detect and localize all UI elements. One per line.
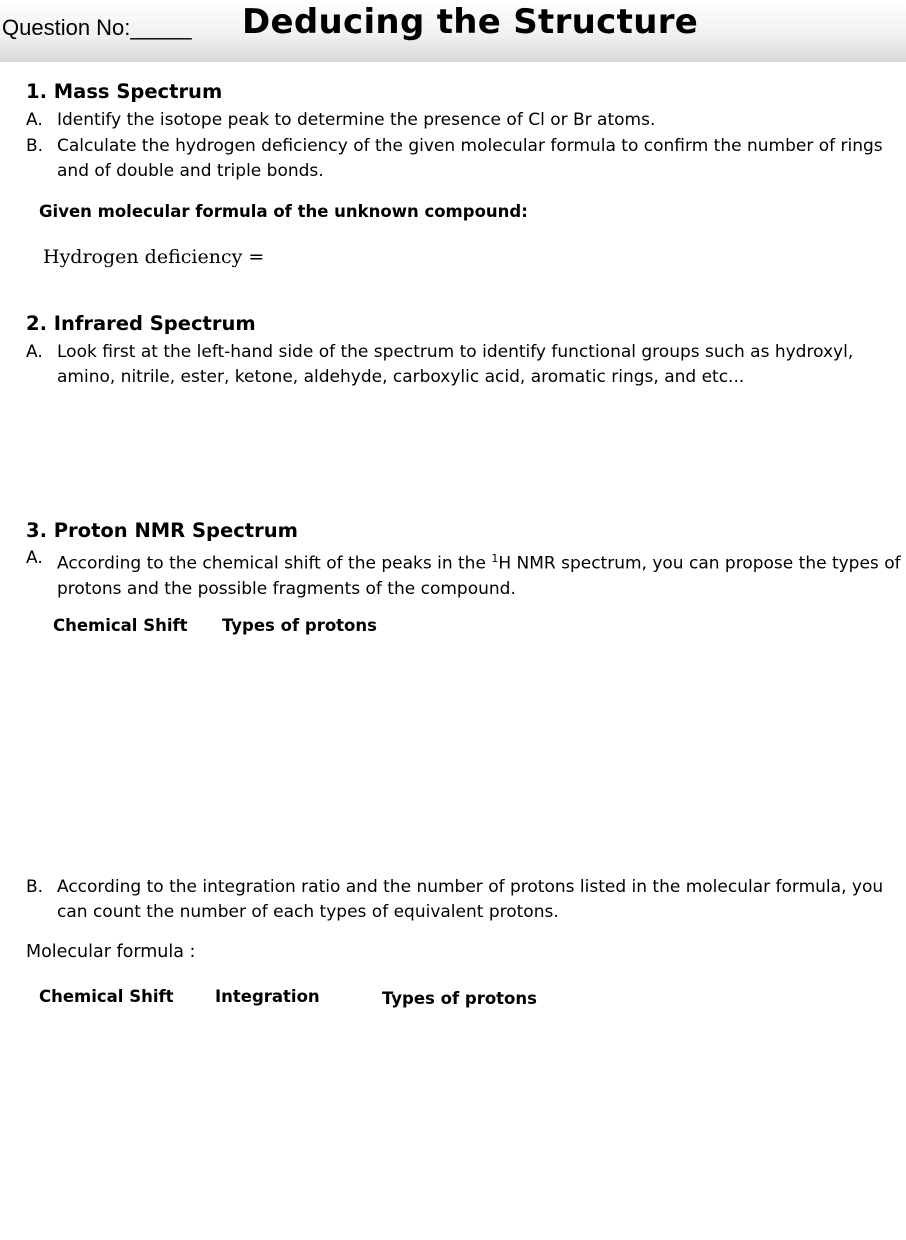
hydrogen-deficiency-label: Hydrogen deficiency =: [43, 246, 265, 268]
section-heading-infrared-spectrum: 2. Infrared Spectrum: [26, 312, 256, 335]
list-marker: A.: [26, 548, 43, 568]
list-marker: A.: [26, 110, 43, 130]
column-header-integration: Integration: [215, 987, 320, 1006]
list-marker: B.: [26, 136, 44, 156]
list-marker: B.: [26, 877, 44, 897]
list-item: [26, 134, 886, 184]
list-item-text: Calculate the hydrogen deficiency of the given molecular formula to confirm the number of rings and of double and triple bonds.: [57, 136, 883, 181]
column-header-chemical-shift: Chemical Shift: [39, 987, 174, 1006]
list-item: [26, 875, 896, 925]
list-item-text: Look first at the left-hand side of the spectrum to identify functional groups such as hydroxyl, amino, nitrile, ester, ketone, aldehyde, carboxylic acid, aromatic rings, and etc...: [57, 342, 854, 387]
question-number-label: Question No:_____: [2, 15, 192, 40]
list-item: [26, 340, 866, 390]
molecular-formula-prompt: Given molecular formula of the unknown compound:: [39, 202, 528, 221]
page-title: Deducing the Structure: [242, 2, 699, 42]
list-item-text: Identify the isotope peak to determine the presence of Cl or Br atoms.: [57, 110, 656, 130]
superscript: 1: [491, 552, 499, 565]
column-header-types-of-protons: Types of protons: [382, 989, 537, 1008]
list-item-text: [57, 546, 906, 602]
section-heading-mass-spectrum: 1. Mass Spectrum: [26, 80, 223, 103]
text-segment: H NMR spectrum, you can propose the types of protons and the possible fragments of the compound.: [57, 553, 901, 599]
list-item-text: According to the integration ratio and the number of protons listed in the molecular formula, you can count the number of each types of equivalent protons.: [57, 877, 884, 922]
text-segment: According to the chemical shift of the peaks in the: [57, 553, 492, 574]
list-item: [26, 546, 906, 602]
list-marker: A.: [26, 342, 43, 362]
section-heading-proton-nmr: 3. Proton NMR Spectrum: [26, 519, 298, 542]
list-item: [26, 108, 906, 133]
column-header-types-of-protons: Types of protons: [222, 616, 377, 635]
column-header-chemical-shift: Chemical Shift: [53, 616, 188, 635]
molecular-formula-label: Molecular formula :: [26, 942, 196, 962]
page-header: [0, 0, 906, 62]
